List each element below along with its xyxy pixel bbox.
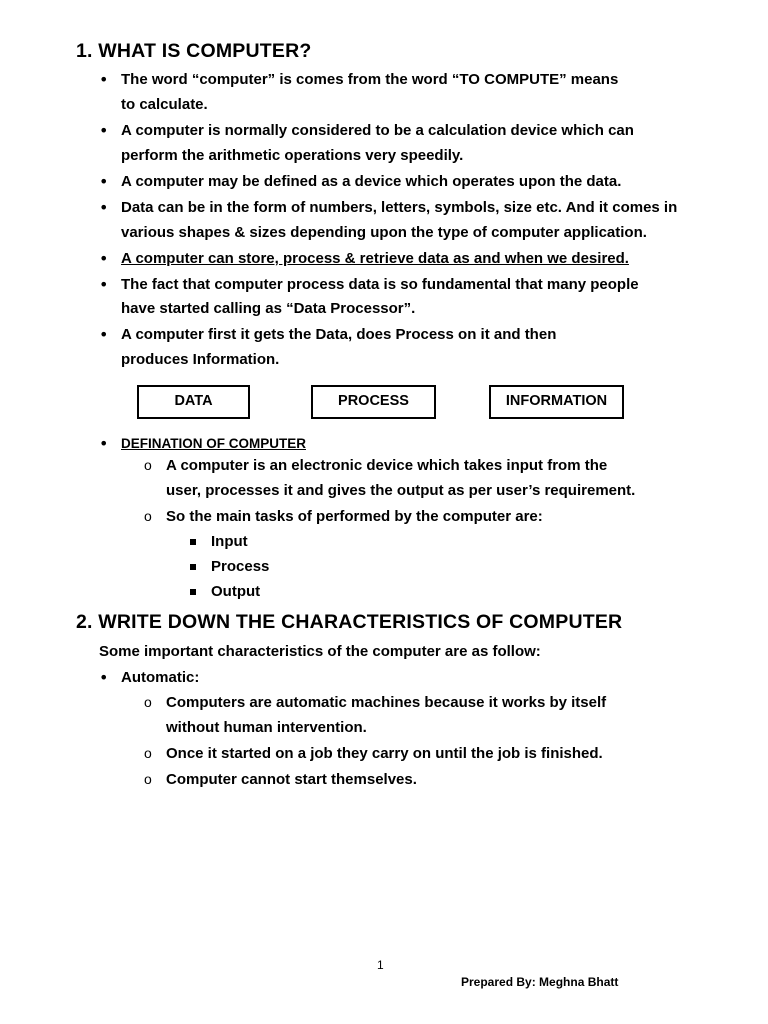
bullet-3-line-1: A computer may be defined as a device which operates upon the data. [121,173,622,190]
flow-box-data: DATA [137,385,250,419]
bullet-4-line-2: various shapes & sizes depending upon the type of computer application. [121,224,647,241]
task-input: Input [211,533,248,550]
definition-underline-lead [104,436,120,452]
task-output: Output [211,583,261,600]
page-number: 1 [377,958,384,972]
square-bullet-marker [190,564,196,570]
bullet-marker: • [99,172,109,191]
bullet-2-line-2: perform the arithmetic operations very speedily. [121,147,464,164]
characteristics-intro: Some important characteristics of the computer are as follow: [99,643,541,660]
bullet-1-line-2: to calculate. [121,96,208,113]
bullet-marker: • [99,198,109,217]
bullet-5-line-1: A computer can store, process & retrieve data as and when we desired. [121,250,629,267]
sub-bullet-marker: o [144,457,152,473]
section-2-heading: 2. WRITE DOWN THE CHARACTERISTICS OF COMPUTER [76,611,623,633]
automatic-item-1-line-2: without human intervention. [166,719,367,736]
bullet-marker: • [99,434,109,453]
definition-item-1-line-2: user, processes it and gives the output as per user’s requirement. [166,482,636,499]
bullet-7-line-2: produces Information. [121,351,280,368]
automatic-item-2-line-1: Once it started on a job they carry on until the job is finished. [166,745,603,762]
bullet-7-line-1: A computer first it gets the Data, does Process on it and then [121,326,557,343]
definition-title: DEFINATION OF COMPUTER [121,436,306,451]
square-bullet-marker [190,589,196,595]
section-1-heading: 1. WHAT IS COMPUTER? [76,40,312,62]
sub-bullet-marker: o [144,745,152,761]
bullet-6-line-2: have started calling as “Data Processor”. [121,300,416,317]
automatic-item-1-line-1: Computers are automatic machines because it works by itself [166,694,607,711]
bullet-marker: • [99,249,109,268]
task-process: Process [211,558,270,575]
flow-box-process: PROCESS [311,385,436,419]
bullet-marker: • [99,121,109,140]
bullet-6-line-1: The fact that computer process data is so fundamental that many people [121,276,639,293]
automatic-item-3-line-1: Computer cannot start themselves. [166,771,417,788]
bullet-1-line-1: The word “computer” is comes from the word “TO COMPUTE” means [121,71,619,88]
sub-bullet-marker: o [144,508,152,524]
bullet-2-line-1: A computer is normally considered to be a calculation device which can [121,122,634,139]
characteristic-automatic: Automatic: [121,669,200,686]
definition-item-1-line-1: A computer is an electronic device which takes input from the [166,457,608,474]
bullet-marker: • [99,275,109,294]
flow-box-information: INFORMATION [489,385,624,419]
prepared-by: Prepared By: Meghna Bhatt [461,975,619,989]
definition-item-2-line-1: So the main tasks of performed by the computer are: [166,508,543,525]
square-bullet-marker [190,539,196,545]
bullet-marker: • [99,70,109,89]
sub-bullet-marker: o [144,694,152,710]
bullet-marker: • [99,668,109,687]
bullet-4-line-1: Data can be in the form of numbers, letters, symbols, size etc. And it comes in [121,199,678,216]
bullet-marker: • [99,325,109,344]
sub-bullet-marker: o [144,771,152,787]
